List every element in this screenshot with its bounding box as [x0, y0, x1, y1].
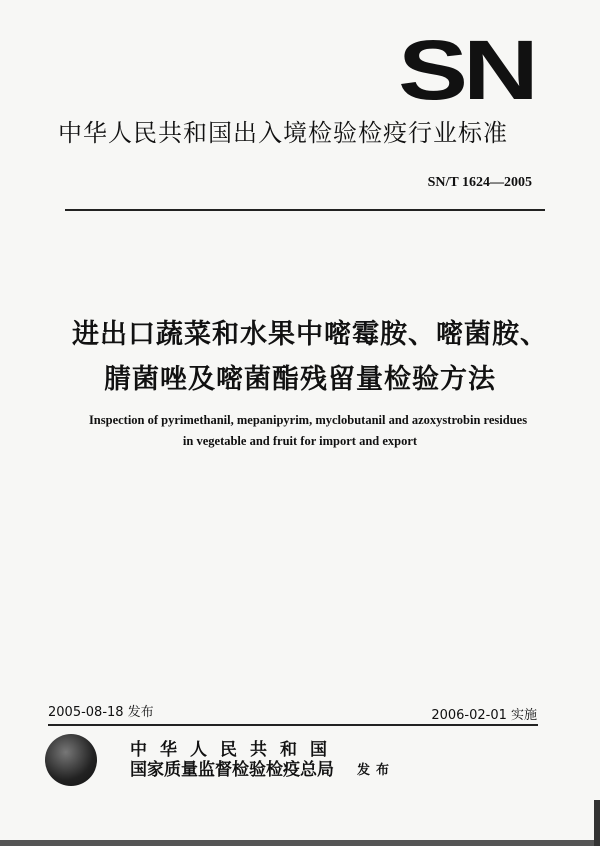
header-divider [65, 209, 545, 211]
issuer-action: 发布 [357, 763, 396, 778]
effective-date: 2006-02-01 实施 [431, 708, 537, 723]
scan-edge-bottom [0, 840, 600, 846]
standard-code: SN/T 1624—2005 [427, 175, 532, 190]
title-en-line-1: Inspection of pyrimethanil, mepanipyrim, myclobutanil and azoxystrobin residues [88, 413, 528, 427]
title-zh-line-2: 腈菌唑及嘧菌酯残留量检验方法 [104, 364, 496, 395]
footer-divider [48, 724, 538, 726]
issue-date: 2005-08-18 发布 [48, 705, 154, 720]
emblem-icon [45, 734, 97, 786]
issuer-country: 中华人民共和国 [130, 740, 340, 760]
sn-logo: SN [398, 23, 534, 117]
title-en-line-2: in vegetable and fruit for import and export [182, 434, 418, 448]
issuer-agency: 国家质量监督检验检疫总局 [130, 760, 334, 780]
standard-category-header: 中华人民共和国出入境检验检疫行业标准 [58, 119, 508, 147]
scan-edge-right [594, 800, 600, 846]
title-zh-line-1: 进出口蔬菜和水果中嘧霉胺、嘧菌胺、 [72, 319, 548, 350]
